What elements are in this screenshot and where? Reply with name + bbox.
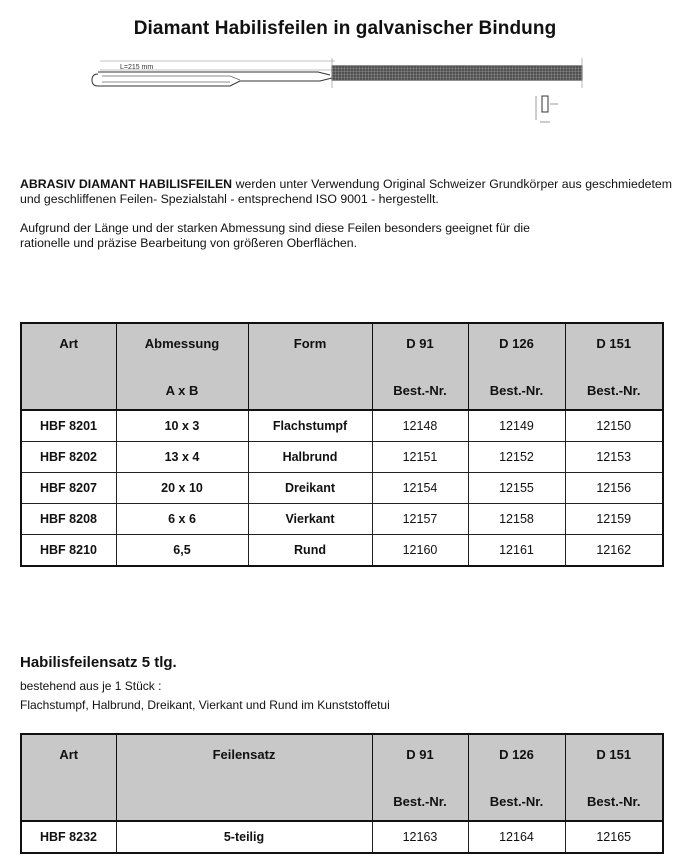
cell-d151: 12153 bbox=[565, 442, 663, 473]
cell-d126: 12158 bbox=[468, 504, 565, 535]
length-label: L=215 mm bbox=[120, 64, 154, 71]
header-art: Art bbox=[21, 323, 116, 372]
header-form: Form bbox=[248, 323, 372, 372]
cell-d126: 12161 bbox=[468, 535, 565, 567]
cell-art: HBF 8210 bbox=[21, 535, 116, 567]
set-table bbox=[20, 733, 664, 854]
header-art-sub bbox=[21, 372, 116, 410]
header-best-nr: Best.-Nr. bbox=[372, 783, 468, 821]
cell-art: HBF 8201 bbox=[21, 410, 116, 442]
header-art-sub bbox=[21, 783, 116, 821]
cell-form: Halbrund bbox=[248, 442, 372, 473]
header-best-nr: Best.-Nr. bbox=[468, 783, 565, 821]
table-row bbox=[21, 473, 663, 504]
cell-form: Dreikant bbox=[248, 473, 372, 504]
header-d151: D 151 bbox=[565, 323, 663, 372]
cell-d126: 12149 bbox=[468, 410, 565, 442]
intro-paragraph-2: Aufgrund der Länge und der starken Abmessung sind diese Feilen besonders geeignet für die rationelle und präzise Bearbeitung von größeren Oberflächen. bbox=[20, 221, 530, 250]
cell-form: Vierkant bbox=[248, 504, 372, 535]
cell-art: HBF 8208 bbox=[21, 504, 116, 535]
cell-d91: 12163 bbox=[372, 821, 468, 853]
header-best-nr: Best.-Nr. bbox=[372, 372, 468, 410]
header-abmessung-sub: A x B bbox=[116, 372, 248, 410]
cell-form: Flachstumpf bbox=[248, 410, 372, 442]
cell-abmessung: 20 x 10 bbox=[116, 473, 248, 504]
cell-d151: 12150 bbox=[565, 410, 663, 442]
cell-d126: 12164 bbox=[468, 821, 565, 853]
cell-d126: 12155 bbox=[468, 473, 565, 504]
cell-feilensatz: 5-teilig bbox=[116, 821, 372, 853]
header-feilensatz: Feilensatz bbox=[116, 734, 372, 783]
header-best-nr: Best.-Nr. bbox=[565, 372, 663, 410]
header-form-sub bbox=[248, 372, 372, 410]
header-abmessung: Abmessung bbox=[116, 323, 248, 372]
cell-d151: 12162 bbox=[565, 535, 663, 567]
table-row bbox=[21, 410, 663, 442]
header-feilensatz-sub bbox=[116, 783, 372, 821]
header-d126: D 126 bbox=[468, 734, 565, 783]
table-row bbox=[21, 442, 663, 473]
cell-d91: 12160 bbox=[372, 535, 468, 567]
cell-abmessung: 13 x 4 bbox=[116, 442, 248, 473]
files-table bbox=[20, 322, 664, 567]
cell-art: HBF 8202 bbox=[21, 442, 116, 473]
table-row bbox=[21, 535, 663, 567]
page-title: Diamant Habilisfeilen in galvanischer Bindung bbox=[133, 18, 557, 39]
cell-d151: 12156 bbox=[565, 473, 663, 504]
cell-d91: 12154 bbox=[372, 473, 468, 504]
cell-form: Rund bbox=[248, 535, 372, 567]
set-description-1: bestehend aus je 1 Stück : bbox=[20, 679, 162, 693]
cell-d91: 12151 bbox=[372, 442, 468, 473]
cell-abmessung: 10 x 3 bbox=[116, 410, 248, 442]
cell-d151: 12159 bbox=[565, 504, 663, 535]
set-description-2: Flachstumpf, Halbrund, Dreikant, Vierkant und Rund im Kunststoffetui bbox=[20, 698, 390, 712]
table-row bbox=[21, 821, 663, 853]
set-title: Habilisfeilensatz 5 tlg. bbox=[20, 654, 177, 671]
header-d151: D 151 bbox=[565, 734, 663, 783]
table-row bbox=[21, 504, 663, 535]
file-drawing bbox=[90, 48, 590, 133]
cell-art: HBF 8232 bbox=[21, 821, 116, 853]
cell-d91: 12157 bbox=[372, 504, 468, 535]
cell-d151: 12165 bbox=[565, 821, 663, 853]
cell-abmessung: 6,5 bbox=[116, 535, 248, 567]
cell-d91: 12148 bbox=[372, 410, 468, 442]
cell-d126: 12152 bbox=[468, 442, 565, 473]
header-d91: D 91 bbox=[372, 734, 468, 783]
cell-art: HBF 8207 bbox=[21, 473, 116, 504]
header-best-nr: Best.-Nr. bbox=[565, 783, 663, 821]
cell-abmessung: 6 x 6 bbox=[116, 504, 248, 535]
intro-paragraph: ABRASIV DIAMANT HABILISFEILEN werden unter Verwendung Original Schweizer Grundkörper aus geschmiedetem und geschliffenen Feilen- Spezialstahl - entsprechend ISO 9001 - hergestellt. bbox=[20, 177, 672, 206]
header-d126: D 126 bbox=[468, 323, 565, 372]
header-art: Art bbox=[21, 734, 116, 783]
header-d91: D 91 bbox=[372, 323, 468, 372]
header-best-nr: Best.-Nr. bbox=[468, 372, 565, 410]
